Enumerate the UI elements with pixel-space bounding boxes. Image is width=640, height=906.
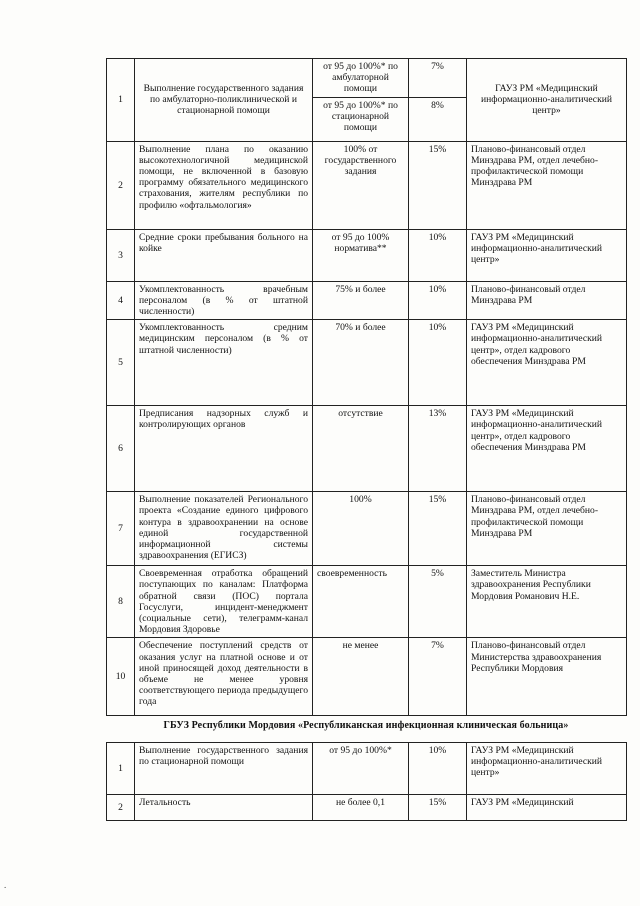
row-number: 6 [107, 406, 135, 492]
row-number: 10 [107, 638, 135, 716]
row-number: 1 [107, 743, 135, 795]
norm-cell: от 95 до 100%* по амбулаторной помощи [313, 59, 409, 98]
table-row [107, 795, 627, 821]
norm-cell: отсутствие [313, 406, 409, 492]
row-number: 2 [107, 141, 135, 229]
weight-cell: 10% [409, 281, 467, 320]
row-number: 1 [107, 59, 135, 142]
weight-cell: 10% [409, 743, 467, 795]
weight-cell: 7% [409, 59, 467, 98]
responsible-cell: ГАУЗ РМ «Медицинский информационно-аналитический центр» [467, 59, 627, 142]
norm-cell: своевременность [313, 566, 409, 638]
indicator-cell: Укомплектованность средним медицинским персоналом (в % от штатной численности) [135, 320, 313, 406]
row-number: 7 [107, 492, 135, 566]
norm-cell: от 95 до 100% норматива** [313, 229, 409, 281]
responsible-cell: ГАУЗ РМ «Медицинский информационно-аналитический центр» [467, 229, 627, 281]
indicator-cell: Выполнение государственного задания по амбулаторно-поликлинической и стационарной помощи [135, 59, 313, 142]
responsible-cell: Планово-финансовый отдел Минздрава РМ, отдел лечебно-профилактической помощи Минздрава РМ [467, 492, 627, 566]
indicator-cell: Средние сроки пребывания больного на койке [135, 229, 313, 281]
indicator-cell: Укомплектованность врачебным персоналом (в % от штатной численности) [135, 281, 313, 320]
row-number: 4 [107, 281, 135, 320]
weight-cell: 15% [409, 795, 467, 821]
responsible-cell: ГАУЗ РМ «Медицинский информационно-аналитический центр» [467, 743, 627, 795]
indicators-table-1 [106, 58, 627, 716]
responsible-cell: ГАУЗ РМ «Медицинский информационно-аналитический центр», отдел кадрового обеспечения Минздрава РМ [467, 406, 627, 492]
section-title: ГБУЗ Республики Мордовия «Республиканская инфекционная клиническая больница» [163, 720, 569, 731]
indicator-cell: Предписания надзорных служб и контролирующих органов [135, 406, 313, 492]
weight-cell: 8% [409, 97, 467, 141]
weight-cell: 15% [409, 492, 467, 566]
corner-mark: . [4, 880, 7, 890]
norm-cell: 70% и более [313, 320, 409, 406]
table-row [107, 406, 627, 492]
table-row [107, 492, 627, 566]
norm-cell: 75% и более [313, 281, 409, 320]
indicator-cell: Выполнение плана по оказанию высокотехнологичной медицинской помощи, не включенной в базовую программу обязательного медицинского страхования, жителям республики по профилю «офтальмология» [135, 141, 313, 229]
table-row [107, 566, 627, 638]
norm-cell: от 95 до 100%* по стационарной помощи [313, 97, 409, 141]
table-row [107, 638, 627, 716]
indicator-cell: Летальность [135, 795, 313, 821]
row-number: 5 [107, 320, 135, 406]
row-number: 3 [107, 229, 135, 281]
responsible-cell: ГАУЗ РМ «Медицинский [467, 795, 627, 821]
weight-cell: 13% [409, 406, 467, 492]
table-row [107, 320, 627, 406]
norm-cell: не более 0,1 [313, 795, 409, 821]
weight-cell: 7% [409, 638, 467, 716]
table-row [107, 743, 627, 795]
norm-cell: 100% от государственного задания [313, 141, 409, 229]
responsible-cell: ГАУЗ РМ «Медицинский информационно-аналитический центр», отдел кадрового обеспечения Минздрава РМ [467, 320, 627, 406]
norm-cell: не менее [313, 638, 409, 716]
indicator-cell: Своевременная отработка обращений поступающих по каналам: Платформа обратной связи (ПОС) портала Госуслуги, инцидент-менеджмент (социальные сети), телеграмм-канал Мордовия Здоровье [135, 566, 313, 638]
weight-cell: 10% [409, 229, 467, 281]
row-number: 8 [107, 566, 135, 638]
indicator-cell: Обеспечение поступлений средств от оказания услуг на платной основе и от иной приносящей доход деятельности в объеме не менее уровня соответствующего периода предыдущего года [135, 638, 313, 716]
table-row [107, 229, 627, 281]
responsible-cell: Планово-финансовый отдел Министерства здравоохранения Республики Мордовия [467, 638, 627, 716]
table-row [107, 141, 627, 229]
indicator-cell: Выполнение показателей Регионального проекта «Создание единого цифрового контура в здравоохранении на основе единой государственной информационной системы здравоохранения (ЕГИСЗ) [135, 492, 313, 566]
norm-cell: от 95 до 100%* [313, 743, 409, 795]
table-row [107, 59, 627, 98]
table-row [107, 281, 627, 320]
weight-cell: 5% [409, 566, 467, 638]
responsible-cell: Заместитель Министра здравоохранения Республики Мордовия Романович Н.Е. [467, 566, 627, 638]
indicator-cell: Выполнение государственного задания по стационарной помощи [135, 743, 313, 795]
weight-cell: 10% [409, 320, 467, 406]
norm-cell: 100% [313, 492, 409, 566]
weight-cell: 15% [409, 141, 467, 229]
row-number: 2 [107, 795, 135, 821]
responsible-cell: Планово-финансовый отдел Минздрава РМ, отдел лечебно-профилактической помощи Минздрава РМ [467, 141, 627, 229]
indicators-table-2 [106, 742, 627, 821]
responsible-cell: Планово-финансовый отдел Минздрава РМ [467, 281, 627, 320]
